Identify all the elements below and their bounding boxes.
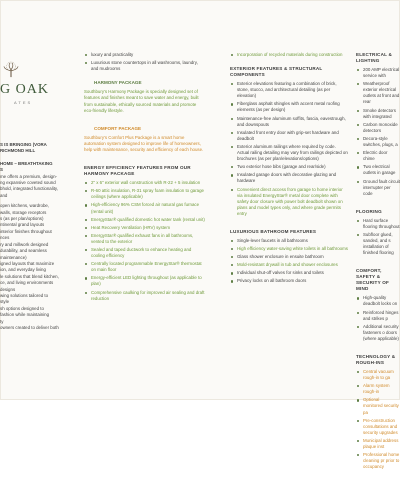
list-item: Decora-style switches, plugs, a	[356, 136, 400, 148]
intro-line: bhold, integrated functionality, and	[0, 186, 59, 198]
intro-line: wing solutions tailored to	[0, 292, 49, 298]
list-item: Individual shut-off valves for sinks and toilets	[230, 270, 348, 276]
list-item: R-60 attic insulation, R-31 spray foam insulation to garage ceilings (where applicable)	[84, 188, 206, 200]
list-item: Energy-efficient LED lighting throughout (as applicable to plan)	[84, 275, 206, 287]
intro-line: S IS BRINGING (VORA	[0, 142, 47, 147]
list-item: Carbon monoxide detectors	[356, 122, 400, 134]
intro-line: maintenance)	[0, 254, 27, 260]
bathroom-list	[230, 238, 348, 285]
harmony-text: Southbury's Harmony Package is specially designed set of features and finishes meant to save water and energy, built from sustainable, ethically sourced materials and promote eco-friendly lifestyle.	[84, 89, 199, 113]
intro-line: ce, and living environments	[0, 280, 54, 286]
list-item: Insulated front entry door with grip-set hardware and deadbolt	[230, 130, 348, 142]
intro-line: ry and millwork designed	[0, 241, 49, 247]
intro-line: sh options designed to	[0, 305, 44, 311]
intro-line: interior finishes throughout	[0, 228, 52, 234]
list-item: Two electrical outlets in garage	[356, 164, 400, 176]
list-item: Hard surface flooring throughout	[356, 218, 400, 230]
intro-line: fashion while maintaining	[0, 312, 50, 318]
flooring-list	[356, 218, 400, 257]
list-item: Glass shower enclosure in ensuite bathroom	[230, 254, 348, 260]
electrical-heading: ELECTRICAL & LIGHTING	[356, 52, 393, 63]
electrical-section	[356, 52, 400, 197]
comfort-safety-heading: COMFORT, SAFETY & SECURITY OF MIND	[356, 268, 389, 292]
list-item: Heat Recovery Ventilation (HRV) system	[84, 225, 206, 231]
brand-logo	[0, 60, 60, 110]
intro-line: ntinental grand layouts	[0, 222, 45, 228]
list-item: Additional security fasteners o doors (where applicable)	[356, 324, 400, 342]
intro-line: nces	[0, 235, 10, 241]
technology-list	[356, 369, 400, 470]
intro-line: le solutions that blend kitchen,	[0, 273, 59, 279]
list-item: Fiberglass asphalt shingles with accent metal roofing elements (as per design)	[230, 101, 348, 113]
intro-line: ng expansive coveted sound	[0, 180, 56, 186]
brand-subtitle: ATES	[14, 100, 33, 105]
list-item: High efficiency water-saving white toilets in all bathrooms	[230, 246, 348, 252]
intro-text	[0, 142, 66, 331]
top-list	[230, 52, 348, 58]
intro-line: owners created to deliver both	[0, 324, 59, 330]
energy-heading: ENERGY EFFICIENCY FEATURES FROM OUR HARMONY PACKAGE	[84, 165, 191, 177]
electrical-list	[356, 67, 400, 197]
intro-line: durability, and seamless	[0, 248, 47, 254]
flooring-heading: FLOORING	[356, 208, 382, 214]
intro-line: s (as per plan/options)	[0, 216, 44, 222]
energy-list	[84, 180, 206, 302]
column-exterior-bath	[230, 52, 348, 293]
list-item: Optional monitored security pa	[356, 397, 400, 415]
intro-line: HOME – BREATHTAKING	[0, 160, 53, 166]
intro-line: igned layouts that maximize	[0, 260, 55, 266]
comfort-safety-section	[356, 268, 400, 342]
list-item: Electric door chime	[356, 150, 400, 162]
comfort-safety-list	[356, 295, 400, 342]
list-item: Comprehensive caulking for improved air sealing and draft reduction	[84, 290, 206, 302]
harmony-package	[84, 80, 206, 113]
list-item: Weatherproof exterior electrical outlets at front and rear	[356, 81, 400, 105]
list-item: Centrally located programmable EnergyStar® thermostat on main floor	[84, 261, 206, 273]
list-item: 2" x 6" exterior wall construction with R-22 + 5 insulation	[84, 180, 206, 186]
brand-name: G OAK	[0, 82, 49, 97]
top-list	[84, 52, 206, 72]
intro-line: me offers a premium, design-	[0, 173, 58, 179]
list-item: Reinforced hinges and strikes p	[356, 310, 400, 322]
intro-line: style	[0, 299, 10, 305]
exterior-section	[230, 66, 348, 217]
bathroom-section	[230, 229, 348, 285]
list-item: Sealed and taped ductwork to enhance heating and cooling efficiency	[84, 247, 206, 259]
flooring-section	[356, 209, 400, 257]
intro-line: ion, and everyday living	[0, 267, 46, 273]
list-item: Maintenance-free aluminum soffits, fascia, eavestrough, and downspouts	[230, 116, 348, 128]
list-item: Alarm system rough-in	[356, 383, 400, 395]
list-item: High-quality deadbolt locks on	[356, 295, 400, 307]
bathroom-heading: LUXURIOUS BATHROOM FEATURES	[230, 228, 317, 234]
column-electrical	[356, 52, 400, 478]
list-item: High-efficiency 96% CSM forced air natural gas furnace (rental unit)	[84, 202, 206, 214]
exterior-list	[230, 81, 348, 217]
technology-section	[356, 354, 400, 470]
intro-line: RICHMOND HILL	[0, 148, 36, 154]
list-item: Single-lever faucets in all bathrooms	[230, 238, 348, 244]
energy-section	[84, 165, 206, 302]
list-item: luxury and practicality	[84, 52, 206, 58]
technology-heading: TECHNOLOGY & ROUGH-INS	[356, 354, 396, 365]
list-item: Two exterior hose bibs (garage and rear/side)	[230, 164, 348, 170]
list-item: Central vacuum rough-in to ga	[356, 369, 400, 381]
comfort-title: COMFORT PACKAGE	[94, 125, 142, 131]
intro-line: open kitchens, wardrobe,	[0, 203, 50, 209]
list-item: Smoke detectors with integrated	[356, 108, 400, 120]
list-item: Pre-construction consultations and security upgrades	[356, 418, 400, 436]
list-item: Exterior aluminum railings where required by code. Actual railing detailing may vary from railings depicted on brochures (as per plan/elevations/options)	[230, 144, 348, 162]
harmony-title: HARMONY PACKAGE	[94, 80, 142, 86]
list-item: Insulated garage doors with decorative glazing and hardware	[230, 172, 348, 184]
list-item: Ground fault circuit interrupter per code	[356, 179, 400, 197]
list-item: Municipal address plaque inst	[356, 438, 400, 450]
column-packages	[84, 52, 206, 310]
list-item: Mold-resistant drywall in tub and shower enclosures	[230, 262, 348, 268]
list-item: Exterior elevations featuring a combination of brick, stone, stucco, and architectural detailing (as per elevation)	[230, 81, 348, 99]
exterior-heading: EXTERIOR FEATURES & STRUCTURAL COMPONENTS	[230, 66, 323, 78]
list-item: EnergyStar® qualified exhaust fans in all bathrooms, vented to the exterior	[84, 233, 206, 245]
intro-line: designs	[0, 286, 16, 292]
intro-line: walls, storage receptors	[0, 209, 47, 215]
oak-tree-icon	[2, 62, 20, 78]
list-item: EnergyStar® qualified domestic hot water tank (rental unit)	[84, 217, 206, 223]
list-item: Convenient direct access from garage to home interior via insulated EnergyStar® metal door complete with safety door closure with power bolt deadbolt shown on plans and model types only, and where grade permits entry	[230, 187, 348, 217]
intro-line: S	[0, 167, 3, 173]
list-item: Subfloor glued, sanded, and s installation of finished flooring	[356, 232, 400, 256]
list-item: Privacy locks on all bathroom doors	[230, 278, 348, 284]
list-item: Professional home cleaning pr prior to occupancy	[356, 452, 400, 470]
list-item: Incorporation of recycled materials during construction	[230, 52, 348, 58]
intro-line: ty	[0, 318, 4, 324]
comfort-package	[84, 126, 206, 153]
comfort-text: Southbury's Comfort Plus Package is a smart home automation system designed to improve life of homeowners, help with maintenance, security and efficiency of each house.	[84, 134, 204, 153]
list-item: Luxurious stone countertops in all washrooms, laundry, and mudrooms	[84, 60, 206, 72]
list-item: 200 AMP electrical service with	[356, 67, 400, 79]
